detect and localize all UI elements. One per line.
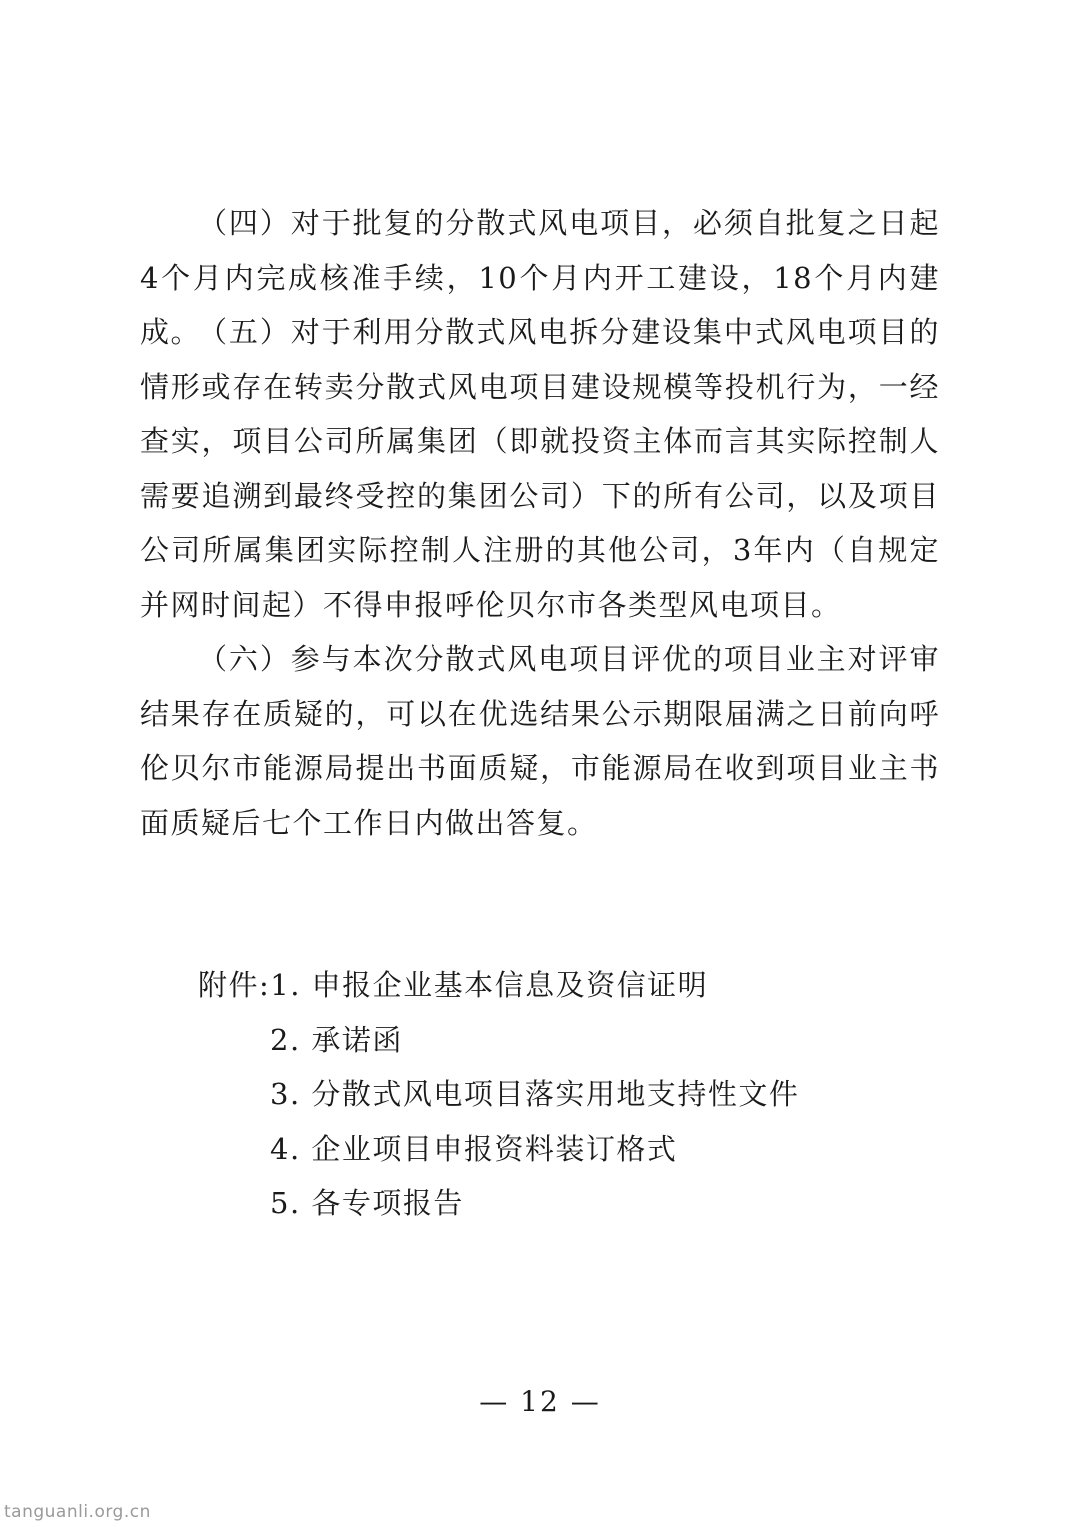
attachment-item-4: 4. 企业项目申报资料装订格式	[270, 1131, 678, 1166]
attachments-label: 附件:	[198, 968, 271, 1002]
paragraph-5: （五）对于利用分散式风电拆分建设集中式风电项目的情形或存在转卖分散式风电项目建设规模等投机行为，一经查实，项目公司所属集团（即就投资主体而言其实际控制人需要追溯到最终受控的集团公司）下的所有公司，以及项目公司所属集团实际控制人注册的其他公司，3年内（自规定并网时间起）不得申报呼伦贝尔市各类型风电项目。	[140, 315, 940, 622]
paragraph-4: （四）对于批复的分散式风电项目，必须自批复之日起4个月内完成核准手续，10个月内开工建设，18个月内建成。	[140, 206, 940, 349]
attachment-item	[198, 1176, 898, 1231]
attachment-item	[198, 958, 898, 1013]
attachment-item-5: 5. 各专项报告	[270, 1186, 464, 1220]
attachment-item-3: 3. 分散式风电项目落实用地支持性文件	[270, 1077, 800, 1111]
watermark-text: tanguanli.org.cn	[4, 1502, 151, 1522]
paragraph-6: （六）参与本次分散式风电项目评优的项目业主对评审结果存在质疑的，可以在优选结果公示期限届满之日前向呼伦贝尔市能源局提出书面质疑，市能源局在收到项目业主书面质疑后七个工作日内做出答复。	[140, 642, 940, 840]
attachment-item-2: 2. 承诺函	[270, 1022, 403, 1057]
attachment-item	[198, 1067, 898, 1122]
attachment-item	[198, 1013, 898, 1068]
attachment-item-1: 1. 申报企业基本信息及资信证明	[270, 968, 709, 1002]
page-number: — 12 —	[479, 1385, 601, 1418]
attachments-list	[198, 958, 898, 1231]
attachment-item	[198, 1122, 898, 1177]
